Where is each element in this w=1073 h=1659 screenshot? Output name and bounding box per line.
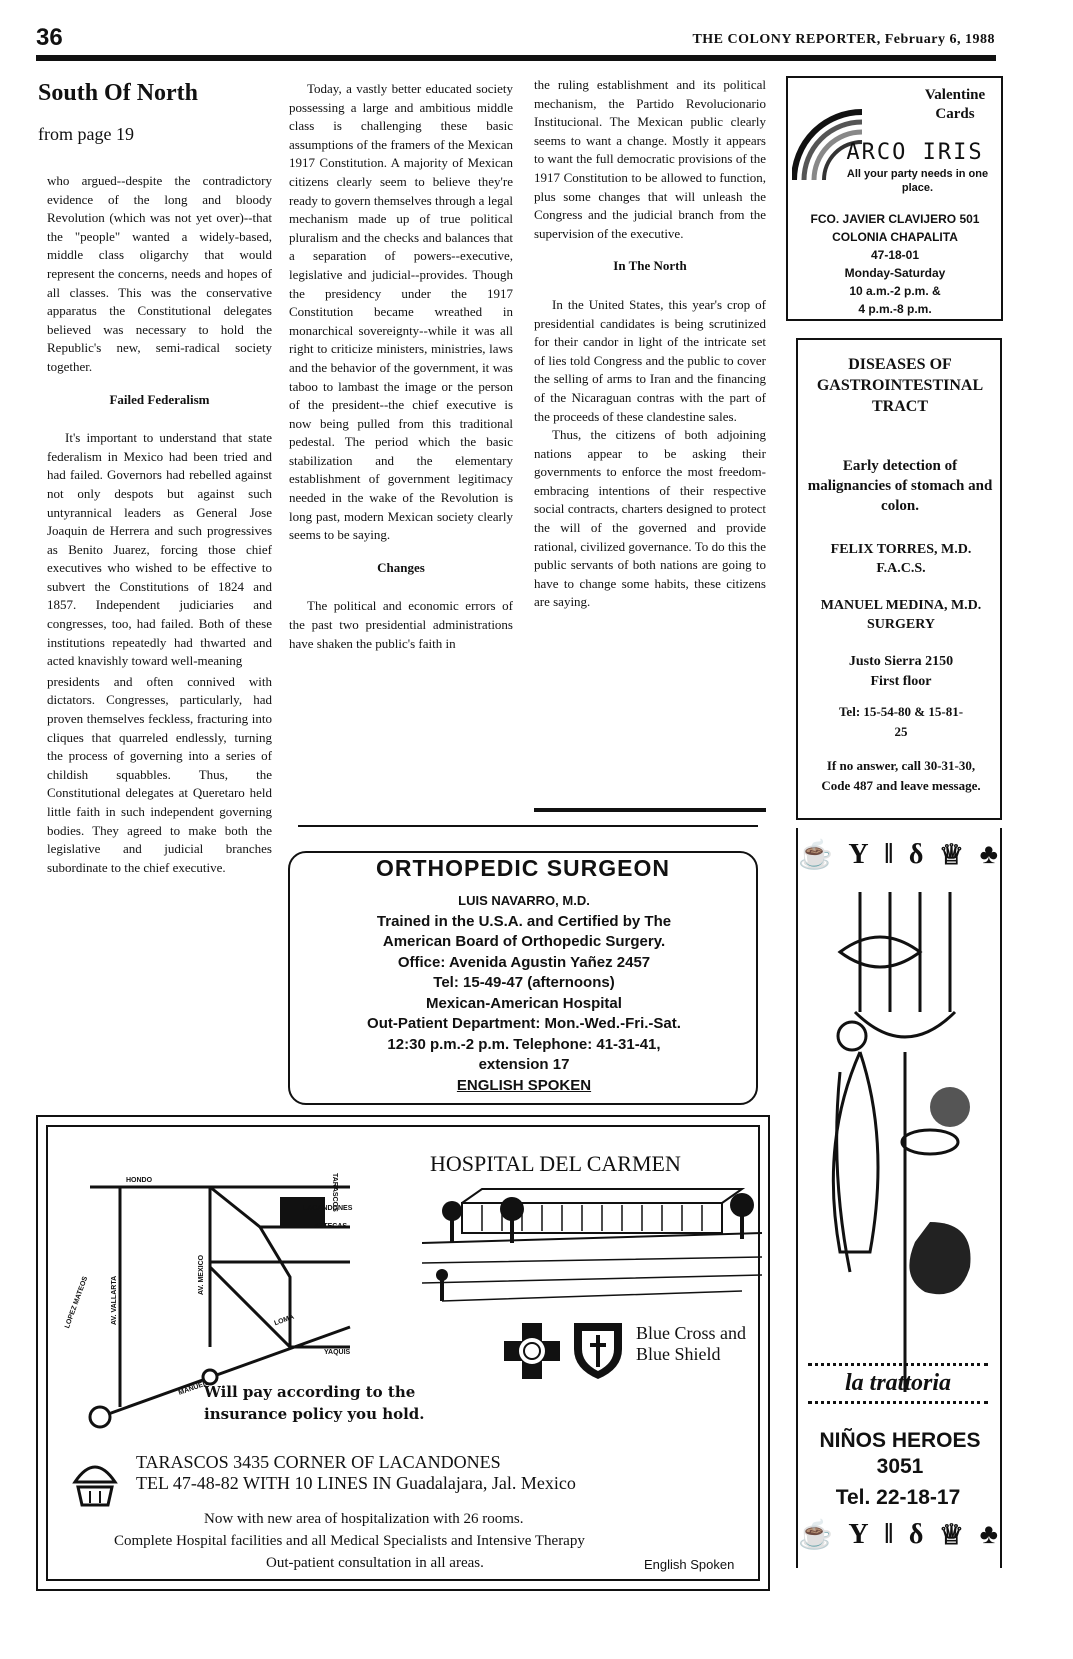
map-label-lacandones: LACANDONES <box>303 1205 353 1212</box>
fountain-icon <box>70 1447 120 1507</box>
publication-header: THE COLONY REPORTER, February 6, 1988 <box>692 32 995 47</box>
article-paragraph: the ruling establishment and its political mechanism, the Partido Revolucionario Institucional. The Mexican public clearly seems to want a change. Mostly it appears to want the full democratic provisions of the 1917 Constitution to be allowed to function, plus some changes that will unleash the Congress and the judicial branch from the supervision of the executive. <box>534 77 766 241</box>
grapes-icon: ♣ <box>979 1519 998 1550</box>
ortho-line: Out-Patient Department: Mon.-Wed.-Fri.-Sat. <box>367 1015 681 1032</box>
fork-knife-icon: ǁ <box>884 1519 894 1550</box>
dining-icons-bottom <box>798 1518 998 1552</box>
hours: 4 p.m.-8 p.m. <box>858 302 932 316</box>
map-label-loma: LOMA <box>273 1313 296 1328</box>
ortho-line: American Board of Orthopedic Surgery. <box>382 933 666 950</box>
page-number: 36 <box>36 24 63 51</box>
fork-knife-icon: ǁ <box>884 839 894 870</box>
article-column-1 <box>47 172 272 877</box>
continued-from: from page 19 <box>38 124 134 144</box>
hospital-facilities: Complete Hospital facilities and all Medical Specialists and Intensive Therapy <box>114 1533 585 1549</box>
la-trattoria-ad <box>796 828 1002 1568</box>
wine-glass-icon: ♕ <box>938 1520 965 1551</box>
ortho-line: Tel: 15-49-47 (afternoons) <box>433 974 615 991</box>
gastro-tel: Tel: 15-54-80 & 15-81-25 <box>838 704 964 739</box>
hospital-english-spoken: English Spoken <box>644 1557 735 1572</box>
hospital-new-area: Now with new area of hospitalization with 26 rooms. <box>204 1511 524 1527</box>
arco-iris-tagline: All your party needs in one place. <box>846 168 989 194</box>
blue-cross-icon <box>504 1323 560 1379</box>
dining-icons-top <box>798 838 998 872</box>
bottle-icon: δ <box>908 1519 924 1550</box>
subhead-failed-federalism: Failed Federalism <box>109 391 210 407</box>
ortho-line: 12:30 p.m.-2 p.m. Telephone: 41-31-41, <box>387 1035 661 1053</box>
trattoria-brand: la trattoria <box>808 1363 988 1404</box>
orthopedic-ad <box>288 851 758 1105</box>
hospital-building-illustration <box>422 1183 762 1303</box>
doctor-torres: FELIX TORRES, M.D. F.A.C.S. <box>830 542 972 576</box>
divider-rule <box>298 825 758 827</box>
column-end-rule <box>534 808 766 812</box>
ortho-line: extension 17 <box>478 1056 570 1073</box>
map-label-mexico: AV. MEXICO <box>198 1254 205 1295</box>
subhead-in-the-north: In The North <box>613 258 687 274</box>
cocktail-glass-icon: Y <box>848 1519 869 1550</box>
blue-cross-blue-shield: Blue Cross and Blue Shield <box>636 1323 746 1364</box>
article-paragraph: who argued--despite the contradictory evidence of the long and bloody Revolution (which was not yet over)--that the "people" wanted a widely-based, middle class oligarchy that would represent the concerns, needs and hopes of all classes. This was the conservative apparatus the Constitutional delegates believed was necessary to hold the Republic's new, semi-radical society together. <box>47 173 272 374</box>
hospital-outpatient: Out-patient consultation in all areas. <box>266 1555 484 1571</box>
ortho-doctor: LUIS NAVARRO, M.D. <box>458 893 590 908</box>
header-rule <box>36 55 996 61</box>
map-label-manuel: MANUEL <box>177 1380 209 1397</box>
map-label-vallarta: AV. VALLARTA <box>111 1275 118 1325</box>
arco-iris-brand: ARCO IRIS <box>846 140 984 165</box>
article-column-3 <box>534 76 766 612</box>
hours: 10 a.m.-2 p.m. & <box>849 284 941 298</box>
hospital-address: TARASCOS 3435 CORNER OF LACANDONES <box>136 1452 501 1472</box>
map-label-yaqui: YAQUIS <box>324 1349 351 1356</box>
subhead-changes: Changes <box>377 559 425 575</box>
article-paragraph: It's important to understand that state federalism in Mexico had been tried and had failed. Governors had rebelled against not only despots but against such untyrannical leaders as General Jose Joaquin de Herrera and such progressives as Benito Juarez, forcing those chief executives who wished to be effective to subvert the Constitutions of 1824 and 1857. Independent judiciaries and congresses, too, had failed. Both of these institutions repeatedly had thwarted and acted knavishly toward well-meaning <box>47 430 272 669</box>
gastro-title: DISEASES OF GASTROINTESTINAL TRACT <box>816 356 984 415</box>
gastro-doctors-ad <box>796 338 1002 820</box>
hospital-tel: TEL 47-48-82 WITH 10 LINES IN Guadalajara, Jal. Mexico <box>136 1473 576 1493</box>
ortho-title: ORTHOPEDIC SURGEON <box>375 855 671 881</box>
article-paragraph: In the United States, this year's crop of presidential candidates is being scrutinized for their candor in light of the intricate set of lies told Congress and the public to cover the selling of arms to Iran and the financing of the Nicaraguan contras with the part of the proceeds of these clandestine sales. <box>534 296 766 424</box>
hospital-del-carmen-ad <box>36 1115 770 1591</box>
waitress-fork-illustration <box>800 892 1000 1392</box>
bottle-icon: δ <box>908 839 924 870</box>
gastro-note: If no answer, call 30-31-30, Code 487 and leave message. <box>821 758 981 793</box>
doctor-medina: MANUEL MEDINA, M.D. SURGERY <box>820 598 982 632</box>
map-label-lopez-mateos: LOPEZ MATEOS <box>64 1275 90 1330</box>
article-paragraph: Today, a vastly better educated society possessing a large and ambitious middle class is challenging these basic assumptions of the framers of the Mexican 1917 Constitution. A majority of Mexican citizens clearly seem to believe they're ready to govern themselves through a legal mechanism made up of true political pluralism and the checks and balances that a separation of powers--executive, legislative and judicial--provides. Though the presidency under the 1917 Constitution became wreathed in monarchical sovereignty--while it was all right to criticize ministers, ministries, laws and the behavior of the government, it was taboo to lambast the image or the person of the president--the chief executive is now being pulled from this traditional pedestal. The period which the basic stabilization and the elementary establishment of government legitimacy needed in the wake of the Revolution is long past, modern Mexican society clearly seems to be saying. <box>289 81 513 543</box>
valentine-title: Valentine Cards <box>924 87 986 122</box>
days: Monday-Saturday <box>844 266 946 280</box>
map-label-hondo: HONDO <box>126 1177 153 1184</box>
arco-iris-ad <box>786 76 1003 321</box>
address-line: FCO. JAVIER CLAVIJERO 501 <box>810 212 980 226</box>
map-label-aztecas: AZTECAS <box>314 1223 348 1230</box>
article-paragraph: The political and economic errors of the past two presidential administrations have shaken the public's faith in <box>289 598 513 651</box>
coffee-cup-icon: ☕ <box>798 1520 833 1551</box>
blue-shield-icon <box>570 1319 626 1381</box>
map-label-tarascos: TARASCOS <box>331 1173 338 1212</box>
article-column-2 <box>289 80 513 653</box>
article-headline: South Of North <box>38 80 199 106</box>
address-line: COLONIA CHAPALITA <box>832 230 958 244</box>
cocktail-glass-icon: Y <box>848 839 869 870</box>
trattoria-address: NIÑOS HEROES 3051 <box>819 1429 981 1478</box>
grapes-icon: ♣ <box>979 839 998 870</box>
article-paragraph: Thus, the citizens of both adjoining nations appear to be asking their governments to enforce the most freedom-embracing intentions of their respective social contracts, charters designed to protect the will of the governed and provide rational, civilized governance. To do this the public servants of both nations are going to have to change some habits, these citizens are saying. <box>534 427 766 610</box>
wine-glass-icon: ♕ <box>938 840 965 871</box>
hospital-title: HOSPITAL DEL CARMEN <box>430 1151 681 1176</box>
ortho-line: Mexican-American Hospital <box>426 994 622 1012</box>
trattoria-tel: Tel. 22-18-17 <box>835 1486 961 1509</box>
ortho-line: Trained in the U.S.A. and Certified by The <box>376 912 672 930</box>
gastro-detection: Early detection of malignancies of stomach and colon. <box>807 458 993 514</box>
article-paragraph: presidents and often connived with dictators. Congresses, particularly, had proven themselves feckless, fracturing into cliques that quarreled endlessly, turning the process of governing into a series of childish squabbles. Thus, the Constitutional delegates at Queretaro held little faith in such independent governing bodies. They agreed to make both the legislative and judicial branches subordinate to the chief executive. <box>47 673 272 875</box>
insurance-note: Will pay according to the insurance policy you hold. <box>204 1383 425 1423</box>
coffee-cup-icon: ☕ <box>798 840 833 871</box>
arco-iris-address <box>790 210 1000 318</box>
gastro-address: Justo Sierra 2150 First floor <box>848 654 954 689</box>
phone: 47-18-01 <box>870 248 920 262</box>
ortho-line: Office: Avenida Agustin Yañez 2457 <box>397 953 651 971</box>
ortho-line: ENGLISH SPOKEN <box>456 1076 592 1094</box>
ortho-body <box>296 891 752 1096</box>
